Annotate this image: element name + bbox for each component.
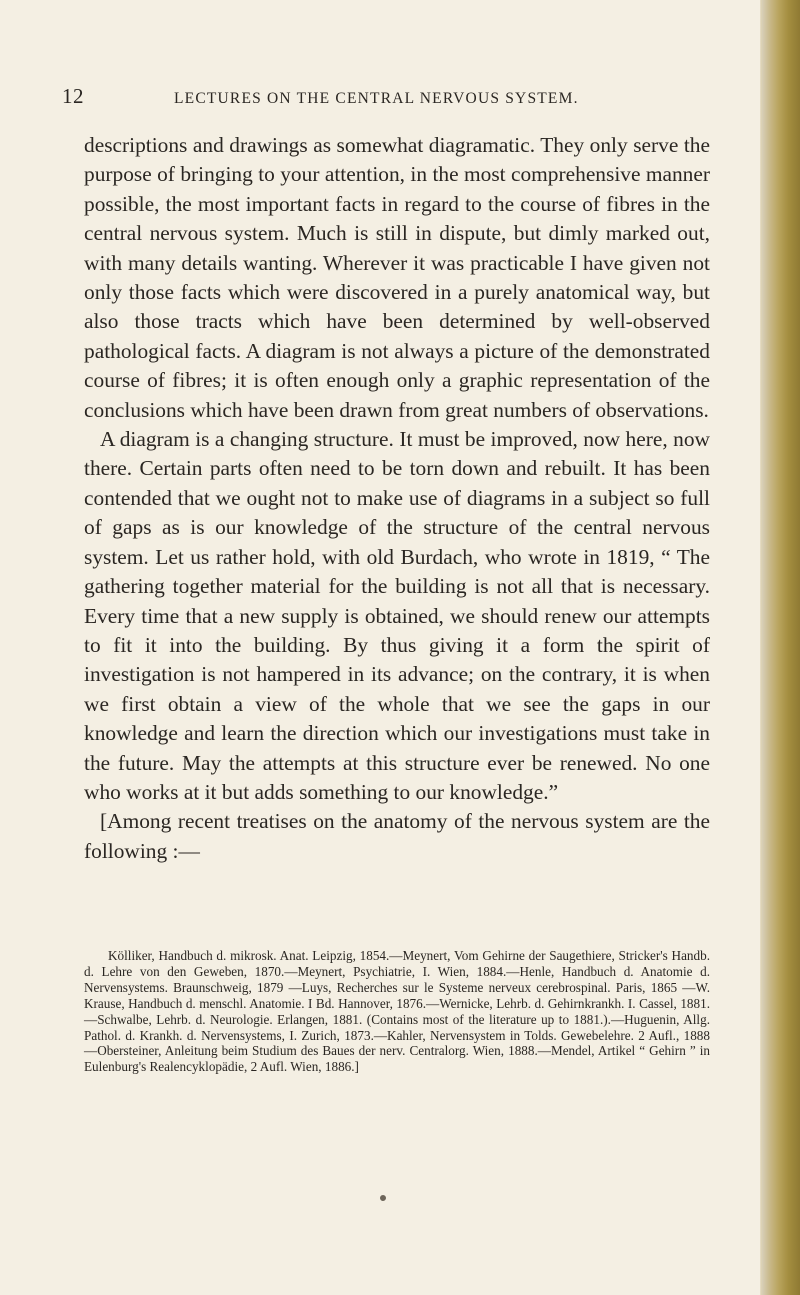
print-speck [380, 1195, 386, 1201]
page-number: 12 [62, 84, 84, 108]
paragraph-diagram-descriptions: descriptions and drawings as somewhat diagramatic. They only serve the purpose of bringing to your attention, in the most comprehensive manner possible, the most important facts in regard to the course of fibres in the central nervous system. Much is still in dispute, but dimly marked out, with many details wanting. Wherever it was practicable I have given not only those facts which were discovered in a purely anatomical way, but also those tracts which have been determined by well-observed pathological facts. A diagram is not always a picture of the demonstrated course of fibres; it is often enough only a graphic representation of the conclusions which have been drawn from great numbers of observations. [84, 133, 710, 422]
paragraph-recent-treatises: [Among recent treatises on the anatomy of the nervous system are the following :— [84, 809, 710, 863]
paragraph-changing-structure: A diagram is a changing structure. It must be improved, now here, now there. Certain parts often need to be torn down and rebuilt. It has been contended that we ought not to make use of diagrams in a subject so full of gaps as is our knowledge of the structure of the central nervous system. Let us rather hold, with old Burdach, who wrote in 1819, “ The gathering together material for the building is not all that is necessary. Every time that a new supply is obtained, we should renew our attempts to fit it into the building. By thus giving it a form the spirit of investigation is not hampered in its advance; on the contrary, it is when we first obtain a view of the whole that we see the gaps in our knowledge and learn the direction which our investigations must take in the future. May the attempts at this structure ever be renewed. No one who works at it but adds something to our knowledge.” [84, 427, 710, 804]
running-head [62, 84, 704, 114]
book-spine [762, 0, 800, 1295]
bibliography: Kölliker, Handbuch d. mikrosk. Anat. Leipzig, 1854.—Meynert, Vom Gehirne der Saugethiere, Stricker's Handb. d. Lehre von den Geweben, 1870.—Meynert, Psychiatrie, I. Wien, 1884.—Henle, Handbuch d. Anatomie d. Nervensystems. Braunschweig, 1879 —Luys, Recherches sur le Systeme nerveux cerebrospinal. Paris, 1865 —W. Krause, Handbuch d. menschl. Anatomie. I Bd. Hannover, 1876.—Wernicke, Lehrb. d. Gehirnkrankh. I. Cassel, 1881.—Schwalbe, Lehrb. d. Neurologie. Erlangen, 1881. (Contains most of the literature up to 1881.).—Huguenin, Allg. Pathol. d. Krankh. d. Nervensystems, I. Zurich, 1873.—Kahler, Nervensystem in Tolds. Gewebelehre. 2 Aufl., 1888 —Obersteiner, Anleitung beim Studium des Baues der nerv. Centralorg. Wien, 1888.—Mendel, Artikel “ Gehirn ” in Eulenburg's Realencyklopädie, 2 Aufl. Wien, 1886.] [84, 948, 710, 1075]
body-text [84, 131, 710, 866]
running-title: LECTURES ON THE CENTRAL NERVOUS SYSTEM. [174, 90, 579, 107]
